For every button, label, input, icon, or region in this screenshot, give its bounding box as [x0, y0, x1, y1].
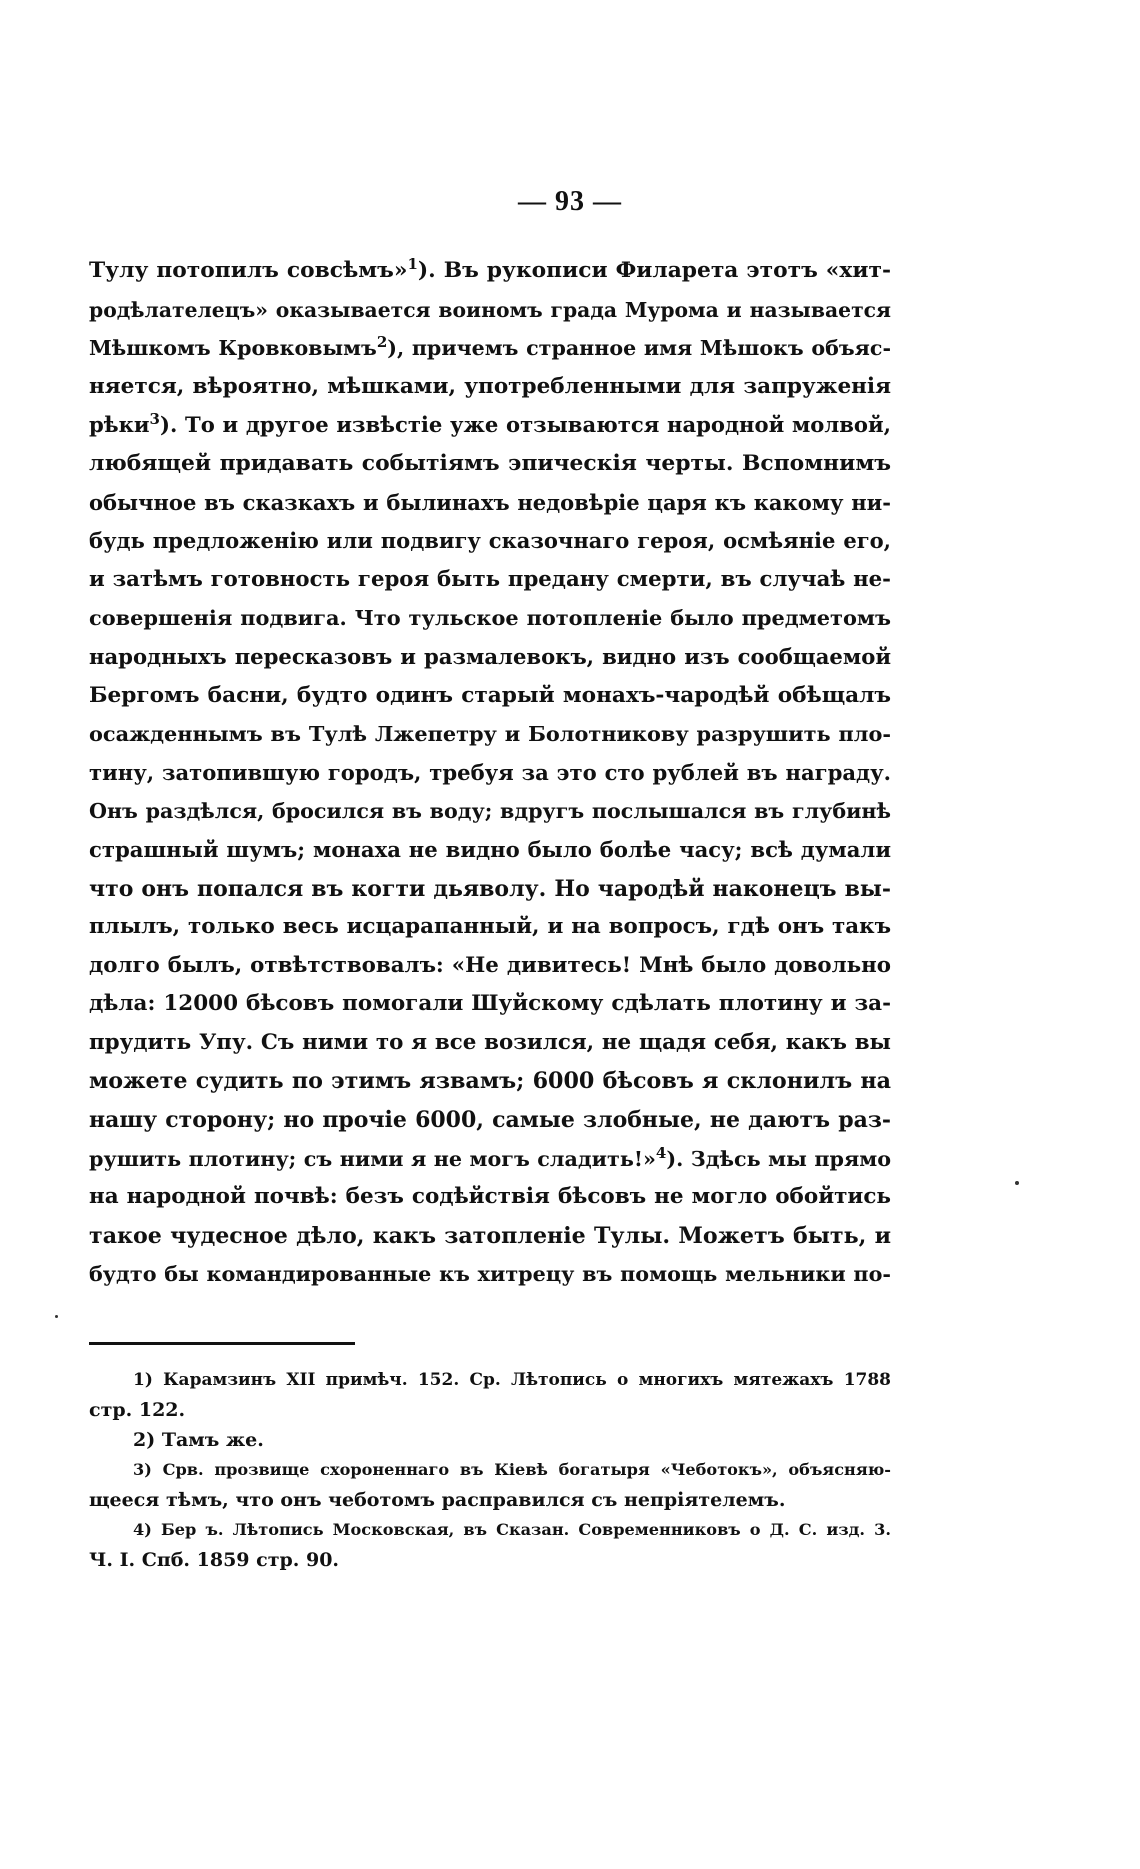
body-line-text: нашу сторону; но прочіе 6000, самые злобные, не даютъ раз- [89, 1107, 891, 1134]
body-line [89, 870, 891, 909]
body-line-text: прудить Упу. Съ ними то я все возился, не щадя себя, какъ вы [89, 1029, 891, 1055]
footnote-line: щееся тѣмъ, что онъ чеботомъ расправился съ непріятелемъ. [89, 1489, 786, 1511]
body-line [89, 445, 891, 484]
footnote-line: Ч. I. Спб. 1859 стр. 90. [89, 1549, 340, 1571]
body-line [89, 638, 891, 677]
body-line [89, 1140, 891, 1179]
body-line [89, 406, 891, 445]
body-line-text: Бергомъ басни, будто одинъ старый монахъ-чародѣй обѣщалъ [89, 682, 891, 708]
body-line-text: и затѣмъ готовность героя быть предану смерти, въ случаѣ не- [89, 566, 891, 592]
body-line-text: осажденнымъ въ Тулѣ Лжепетру и Болотникову разрушить пло- [89, 721, 891, 747]
body-line-text: на народной почвѣ: безъ содѣйствія бѣсовъ не могло обойтись [89, 1184, 891, 1210]
body-line-text: Тулу потопилъ совсѣмъ» [89, 258, 408, 283]
body-line [89, 831, 891, 870]
body-line [89, 947, 891, 986]
body-line [89, 1178, 891, 1217]
body-line-text: ), причемъ странное имя Мѣшокъ объяс- [387, 336, 891, 361]
page-number: — 93 — [518, 186, 622, 217]
body-line-text: ). То и другое извѣстіе уже отзываются народной молвой, [159, 412, 891, 438]
body-line [89, 599, 891, 638]
body-line-text: любящей придавать событіямъ эпическія черты. Вспомнимъ [89, 450, 891, 476]
body-line [89, 522, 891, 561]
footnote-line: 4) Бер ъ. Лѣтопись Московская, въ Сказан. Современниковъ о Д. С. изд. 3. [133, 1520, 891, 1539]
body-text [89, 252, 891, 1294]
footnote-line: 3) Срв. прозвище схороненнаго въ Кіевѣ богатыря «Чеботокъ», объясняю- [133, 1460, 891, 1479]
body-line-text: няется, вѣроятно, мѣшками, употребленными для запруженія [89, 373, 891, 399]
body-line [89, 1101, 891, 1140]
body-line-text: рѣки [89, 412, 150, 438]
body-line-text: Онъ раздѣлся, бросился въ воду; вдругъ послышался въ глубинѣ [89, 799, 891, 824]
body-line [89, 484, 891, 523]
body-line [89, 792, 891, 831]
footnote-line: 2) Тамъ же. [133, 1429, 264, 1451]
body-line [89, 677, 891, 716]
body-line-text: будь предложенію или подвигу сказочнаго героя, осмѣяніе его, [89, 528, 891, 554]
footnote-marker: 4 [655, 1143, 667, 1162]
body-line-text: обычное въ сказкахъ и былинахъ недовѣріе царя къ какому ни- [89, 489, 891, 515]
body-line [89, 1062, 891, 1101]
body-line [89, 985, 891, 1024]
print-speck [55, 1315, 58, 1318]
body-line-text: ). Здѣсь мы прямо [666, 1146, 892, 1171]
body-line [89, 715, 891, 754]
footnote-line: стр. 122. [89, 1399, 186, 1421]
body-line-text: дѣла: 12000 бѣсовъ помогали Шуйскому сдѣлать плотину и за- [89, 991, 891, 1017]
body-line [89, 252, 891, 291]
body-line-text: Мѣшкомъ Кровковымъ [89, 336, 377, 361]
footnote-marker: 3 [149, 410, 160, 429]
footnote-divider [89, 1342, 355, 1345]
body-line-text: рушить плотину; съ ними я не могъ сладить!» [89, 1146, 656, 1171]
footnote-line: 1) Карамзинъ XII примѣч. 152. Ср. Лѣтопись о многихъ мятежахъ 1788 [133, 1370, 891, 1390]
footnote-marker: 2 [376, 333, 388, 352]
body-line [89, 754, 891, 793]
body-line-text: ). Въ рукописи Филарета этотъ «хит- [417, 258, 891, 283]
footnotes [89, 1365, 891, 1575]
body-line-text: плылъ, только весь исцарапанный, и на вопросъ, гдѣ онъ такъ [89, 914, 891, 940]
print-speck [1015, 1181, 1019, 1185]
body-line-text: такое чудесное дѣло, какъ затопленіе Тулы. Можетъ быть, и [89, 1222, 891, 1249]
footnote-marker: 1 [407, 254, 418, 273]
body-line-text: народныхъ пересказовъ и размалевокъ, видно изъ сообщаемой [89, 643, 891, 669]
body-line-text: будто бы командированные къ хитрецу въ помощь мельники по- [89, 1262, 891, 1287]
body-line-text: что онъ попался въ когти дьяволу. Но чародѣй наконецъ вы- [89, 875, 891, 902]
body-line-text: тину, затопившую городъ, требуя за это сто рублей въ награду. [89, 759, 891, 785]
body-line-text: страшный шумъ; монаха не видно было болѣе часу; всѣ думали [89, 836, 891, 862]
body-line [89, 1255, 891, 1294]
body-line-text: совершенія подвига. Что тульское потопленіе было предметомъ [89, 605, 891, 631]
body-line-text: родѣлателецъ» оказывается воиномъ града Мурома и называется [89, 297, 891, 322]
body-line [89, 329, 891, 368]
body-line [89, 291, 891, 330]
body-line [89, 561, 891, 600]
body-line-text: долго былъ, отвѣтствовалъ: «Не дивитесь! Мнѣ было довольно [89, 952, 891, 978]
body-line [89, 1024, 891, 1063]
body-line [89, 368, 891, 407]
body-line [89, 1217, 891, 1256]
body-line [89, 908, 891, 947]
body-line-text: можете судить по этимъ язвамъ; 6000 бѣсовъ я склонилъ на [89, 1068, 891, 1095]
